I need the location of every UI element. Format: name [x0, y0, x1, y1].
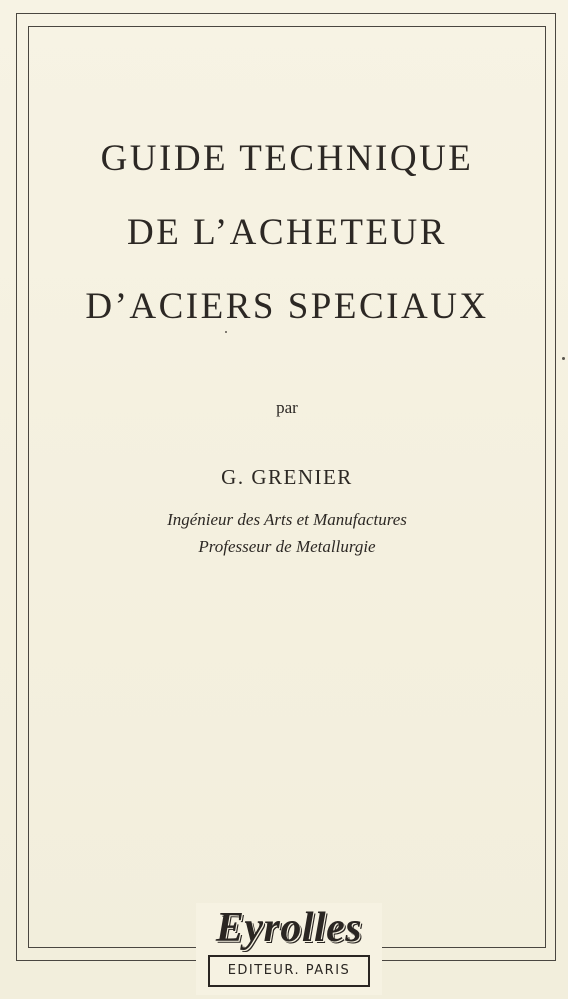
- byline: par: [276, 398, 298, 417]
- credential-line-2: Professeur de Metallurgie: [198, 537, 376, 556]
- author-name: G. GRENIER: [221, 465, 353, 489]
- book-title: [28, 122, 546, 344]
- publisher-imprint: EDITEUR. PARIS: [208, 955, 370, 987]
- title-line-1: GUIDE TECHNIQUE: [100, 138, 474, 179]
- publisher-logo: [196, 903, 382, 995]
- paper-speck: [225, 331, 227, 333]
- title-line-3: D’ACIERS SPECIAUX: [85, 286, 489, 327]
- publisher-logo-name: Eyrolles: [215, 905, 363, 951]
- paper-speck: [562, 357, 565, 360]
- title-line-2: DE L’ACHETEUR: [127, 212, 447, 253]
- author-credentials: [28, 506, 546, 560]
- credential-line-1: Ingénieur des Arts et Manufactures: [167, 510, 407, 529]
